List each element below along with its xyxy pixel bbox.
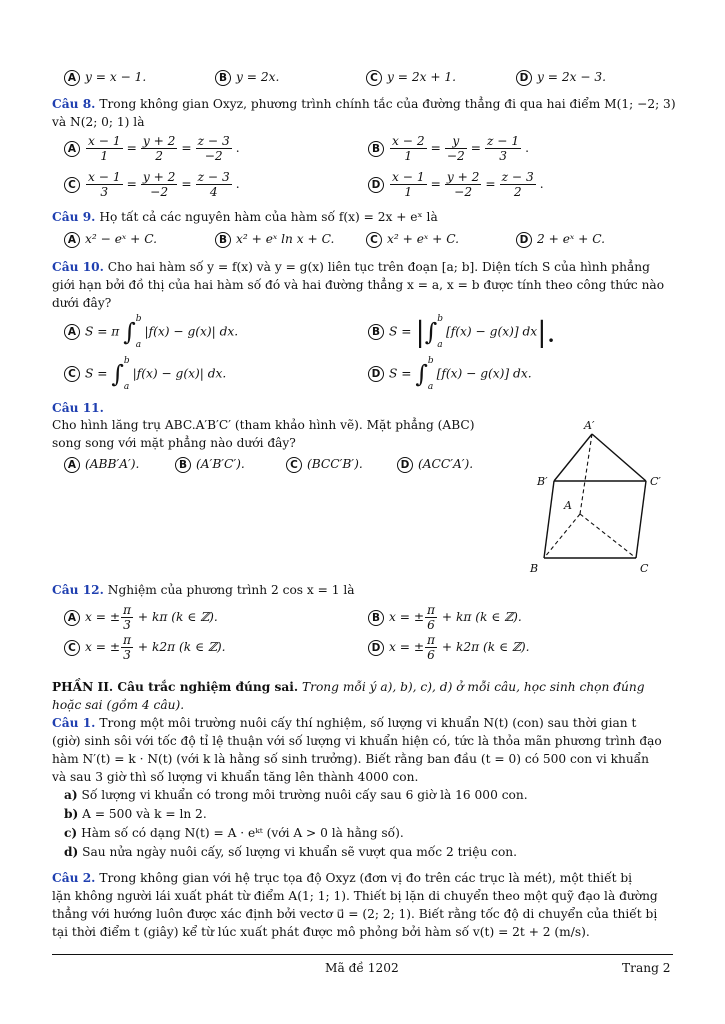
question-number: Câu 12. <box>52 583 104 597</box>
q8-option-c[interactable] <box>64 170 243 199</box>
option-text: x² + eˣ ln x + C. <box>236 232 335 246</box>
q10-stem-line3: dưới đây? <box>52 296 112 310</box>
denominator: 3 <box>123 648 131 662</box>
fraction <box>196 170 232 199</box>
q12-stem <box>52 582 355 599</box>
integral-sign: ∫ <box>123 317 136 346</box>
denominator: 3 <box>123 618 131 632</box>
fraction <box>141 134 178 163</box>
equals-sign: = <box>430 177 441 191</box>
p2q1-item-a[interactable] <box>64 787 528 804</box>
option-text: (ACC′A′). <box>418 457 474 471</box>
abs-bar-right: |. <box>537 315 556 349</box>
q7-option-d[interactable] <box>516 69 606 86</box>
period: . <box>539 177 544 191</box>
denominator: −2 <box>454 185 473 199</box>
item-label: c) <box>64 826 78 840</box>
q10-option-c[interactable] <box>64 356 227 392</box>
option-letter: B <box>215 70 231 86</box>
formula-prefix: x = ± <box>389 640 425 654</box>
formula-suffix: + kπ (k ∈ ℤ). <box>134 610 218 624</box>
numerator: z − 3 <box>197 170 230 184</box>
question-text: Họ tất cả các nguyên hàm của hàm số f(x) = 2x + eˣ là <box>99 210 438 224</box>
question-text: Trong không gian Oxyz, phương trình chính tắc của đường thẳng đi qua hai điểm M(1; −2; 3) <box>99 97 676 111</box>
option-text: x² − eˣ + C. <box>85 232 157 246</box>
option-letter: A <box>64 232 80 248</box>
equals-sign: = <box>181 177 192 191</box>
fraction <box>445 134 467 163</box>
denominator: 2 <box>513 185 522 199</box>
option-letter: B <box>368 141 384 157</box>
p2q2-line3: thẳng với hướng luôn được xác định bởi vectơ u⃗ = (2; 2; 1). Biết rằng tốc độ di chuyển của thiết bị <box>52 907 658 921</box>
option-letter: A <box>64 457 80 473</box>
upper-limit: b <box>427 356 434 366</box>
p2q1-line3: hàm N′(t) = k · N(t) (với k là hằng số sinh trưởng). Biết rằng ban đầu (t = 0) có 500 con vi khuẩn <box>52 752 649 766</box>
fraction <box>86 134 123 163</box>
numerator: z − 1 <box>487 134 520 148</box>
integrand: [f(x) − g(x)] dx. <box>436 366 532 381</box>
part2-heading-line <box>52 679 645 696</box>
q12-option-c[interactable] <box>64 633 225 662</box>
equals-sign: = <box>430 141 441 155</box>
formula-prefix: x = ± <box>389 610 425 624</box>
option-letter: C <box>64 640 80 656</box>
q7-option-b[interactable] <box>215 69 279 86</box>
integrand: |f(x) − g(x)| dx. <box>144 324 239 339</box>
denominator: 4 <box>209 185 218 199</box>
denominator: −2 <box>204 149 223 163</box>
p2q1-line1 <box>52 715 636 732</box>
denominator: 2 <box>155 149 163 163</box>
fraction <box>121 603 133 632</box>
equals-sign: = <box>470 141 481 155</box>
numerator: z − 3 <box>197 134 230 148</box>
denominator: 6 <box>427 648 435 662</box>
q11-option-c[interactable] <box>286 456 363 473</box>
fraction <box>485 134 521 163</box>
label-b1: B′ <box>537 475 548 488</box>
p2q2-line1 <box>52 870 632 887</box>
option-letter: B <box>368 610 384 626</box>
fraction <box>141 170 178 199</box>
item-text: Sau nửa ngày nuôi cấy, số lượng vi khuẩn sẽ vượt qua mốc 2 triệu con. <box>82 845 518 859</box>
period: . <box>235 177 240 191</box>
option-text: x² + eˣ + C. <box>387 232 459 246</box>
item-text: Số lượng vi khuẩn có trong môi trường nuôi cấy sau 6 giờ là 16 000 con. <box>81 788 528 802</box>
option-letter: D <box>368 177 384 193</box>
denominator: 1 <box>404 185 413 199</box>
equals-sign: = <box>181 141 192 155</box>
denominator: 3 <box>499 149 507 163</box>
question-number: Câu 2. <box>52 871 96 885</box>
option-letter: D <box>397 457 413 473</box>
numerator: z − 3 <box>501 170 534 184</box>
question-number: Câu 9. <box>52 210 96 224</box>
q11-stem-line1: Cho hình lăng trụ ABC.A′B′C′ (tham khảo hình vẽ). Mặt phẳng (ABC) <box>52 418 475 432</box>
question-number: Câu 1. <box>52 716 96 730</box>
formula-suffix: + kπ (k ∈ ℤ). <box>438 610 522 624</box>
denominator: 6 <box>427 618 435 632</box>
fraction <box>86 170 123 199</box>
option-text: y = 2x − 3. <box>537 70 607 84</box>
q12-option-b[interactable] <box>368 603 522 632</box>
q11-stem-line2: song song với mặt phẳng nào dưới đây? <box>52 436 296 450</box>
integrand: |f(x) − g(x)| dx. <box>132 366 227 381</box>
numerator: y + 2 <box>142 170 176 184</box>
fraction <box>390 134 427 163</box>
period: . <box>525 141 530 155</box>
formula-prefix: S = π <box>85 324 124 339</box>
q12-option-a[interactable] <box>64 603 218 632</box>
option-letter: B <box>368 324 384 340</box>
p2q1-line4: và sau 3 giờ thì số lượng vi khuẩn tăng lên thành 4000 con. <box>52 770 419 784</box>
fraction <box>425 603 437 632</box>
numerator: y <box>445 134 467 149</box>
numerator: π <box>123 603 132 617</box>
period: . <box>235 141 240 155</box>
question-number: Câu 11. <box>52 401 104 415</box>
numerator: x − 1 <box>88 170 121 184</box>
label-c1: C′ <box>650 475 661 488</box>
numerator: y + 2 <box>142 134 176 148</box>
q10-option-d[interactable] <box>368 356 532 392</box>
lower-limit: a <box>437 340 443 350</box>
option-letter: D <box>368 640 384 656</box>
edge-b1-a1 <box>554 434 592 481</box>
integral-limits <box>135 314 142 350</box>
numerator: x − 2 <box>392 134 425 148</box>
question-text: Trong không gian với hệ trục tọa độ Oxyz (đơn vị đo trên các trục là mét), một thiết bị <box>99 871 633 885</box>
exam-code: Mã đề 1202 <box>325 961 399 975</box>
integral-sign: ∫ <box>415 359 428 388</box>
option-letter: C <box>286 457 302 473</box>
prism-figure <box>520 412 680 582</box>
option-text: y = x − 1. <box>85 70 147 84</box>
q9-stem <box>52 209 438 226</box>
item-label: a) <box>64 788 78 802</box>
equals-sign: = <box>126 177 137 191</box>
fraction <box>121 633 133 662</box>
option-text: (BCC′B′). <box>307 457 363 471</box>
formula-prefix: S = <box>389 324 416 339</box>
denominator: 1 <box>404 149 413 163</box>
q8-option-a[interactable] <box>64 134 243 163</box>
question-number: Câu 8. <box>52 97 96 111</box>
p2q1-line2: (giờ) sinh sôi với tốc độ tỉ lệ thuận với số lượng vi khuẩn hiện có, tức là thỏa mãn phương trình đạo <box>52 734 662 748</box>
q11-option-a[interactable] <box>64 456 139 473</box>
numerator: π <box>123 633 132 647</box>
label-b: B <box>530 562 539 575</box>
integrand: [f(x) − g(x)] dx <box>446 324 538 339</box>
item-label: b) <box>64 807 79 821</box>
q9-option-a[interactable] <box>64 231 157 248</box>
q10-option-b[interactable] <box>368 314 556 350</box>
option-text: (A′B′C′). <box>196 457 245 471</box>
upper-limit: b <box>135 314 142 324</box>
option-letter: C <box>366 70 382 86</box>
lower-limit: a <box>135 340 142 350</box>
option-letter: C <box>64 177 80 193</box>
numerator: x − 1 <box>392 170 425 184</box>
q9-option-b[interactable] <box>215 231 334 248</box>
option-text: (ABB′A′). <box>85 457 140 471</box>
upper-limit: b <box>437 314 444 324</box>
q7-option-c[interactable] <box>366 69 456 86</box>
q8-stem-line1 <box>52 96 676 113</box>
footer-divider <box>52 954 673 955</box>
formula-prefix: S = <box>85 366 112 381</box>
equals-sign: = <box>126 141 137 155</box>
q9-option-c[interactable] <box>366 231 459 248</box>
option-letter: D <box>516 70 532 86</box>
numerator: π <box>427 603 436 617</box>
denominator: 3 <box>100 185 109 199</box>
q7-option-a[interactable] <box>64 69 146 86</box>
option-letter: D <box>368 366 384 382</box>
upper-limit: b <box>123 356 130 366</box>
item-text: Hàm số có dạng N(t) = A · eᵏᵗ (với A > 0 là hằng số). <box>81 826 404 840</box>
integral-sign: ∫ <box>424 317 438 346</box>
label-c: C <box>640 562 649 575</box>
part2-instruction: Trong mỗi ý a), b), c), d) ở mỗi câu, học sinh chọn đúng <box>302 680 645 694</box>
edge-b1-b <box>544 481 554 558</box>
formula-suffix: + k2π (k ∈ ℤ). <box>438 640 530 654</box>
equals-sign: = <box>485 177 496 191</box>
formula-prefix: S = <box>389 366 416 381</box>
p2q1-item-d[interactable] <box>64 844 517 861</box>
edge-c1-c <box>636 481 646 558</box>
p2q2-line2: lặn không người lái xuất phát từ điểm A(1; 1; 1). Thiết bị lặn di chuyển theo một quỹ đạo là đường <box>52 889 658 903</box>
question-text: Trong một môi trường nuôi cấy thí nghiệm, số lượng vi khuẩn N(t) (con) sau thời gian t <box>99 716 637 730</box>
label-a: A <box>564 499 572 512</box>
lower-limit: a <box>123 382 130 392</box>
lower-limit: a <box>427 382 434 392</box>
fraction <box>425 633 437 662</box>
q10-stem-line1 <box>52 259 650 276</box>
option-letter: C <box>64 366 80 382</box>
option-letter: B <box>175 457 191 473</box>
formula-prefix: x = ± <box>85 640 121 654</box>
formula-prefix: x = ± <box>85 610 121 624</box>
part2-heading: PHẦN II. Câu trắc nghiệm đúng sai. <box>52 680 299 694</box>
q11-title <box>52 400 104 417</box>
item-label: d) <box>64 845 79 859</box>
abs-bar-left: | <box>415 315 425 349</box>
option-letter: B <box>215 232 231 248</box>
q8-option-d[interactable] <box>368 170 547 199</box>
option-text: y = 2x + 1. <box>387 70 457 84</box>
fraction <box>500 170 536 199</box>
integral-limits <box>427 356 434 392</box>
option-letter: D <box>516 232 532 248</box>
option-text: y = 2x. <box>236 70 280 84</box>
edge-a-c <box>580 514 636 558</box>
item-text: A = 500 và k = ln 2. <box>82 807 207 821</box>
fraction <box>445 170 482 199</box>
option-text: 2 + eˣ + C. <box>537 232 605 246</box>
part2-instruction-line2: hoặc sai (gồm 4 câu). <box>52 698 185 712</box>
formula-suffix: + k2π (k ∈ ℤ). <box>134 640 226 654</box>
option-letter: C <box>366 232 382 248</box>
denominator: −2 <box>150 185 169 199</box>
integral-limits <box>437 314 444 350</box>
page-number: Trang 2 <box>622 961 671 975</box>
numerator: x − 1 <box>88 134 121 148</box>
question-number: Câu 10. <box>52 260 104 274</box>
integral-limits <box>123 356 130 392</box>
option-letter: A <box>64 610 80 626</box>
question-text: Cho hai hàm số y = f(x) và y = g(x) liên tục trên đoạn [a; b]. Diện tích S của hình phẳng <box>107 260 650 274</box>
q11-option-d[interactable] <box>397 456 473 473</box>
denominator: −2 <box>446 149 465 163</box>
label-a1: A′ <box>584 419 595 432</box>
fraction <box>390 170 427 199</box>
q10-option-a[interactable] <box>64 314 239 350</box>
denominator: 1 <box>100 149 109 163</box>
q9-option-d[interactable] <box>516 231 605 248</box>
p2q1-item-b[interactable] <box>64 806 207 823</box>
question-text: Nghiệm của phương trình 2 cos x = 1 là <box>107 583 355 597</box>
option-letter: A <box>64 141 80 157</box>
numerator: π <box>427 633 436 647</box>
q10-stem-line2: giới hạn bởi đồ thị của hai hàm số đó và hai đường thẳng x = a, x = b được tính theo công thức nào <box>52 278 665 292</box>
p2q2-line4: tại thời điểm t (giây) kể từ lúc xuất phát được mô phỏng bởi hàm số v(t) = 2t + 2 (m/s). <box>52 925 590 939</box>
option-letter: A <box>64 70 80 86</box>
q11-option-b[interactable] <box>175 456 245 473</box>
q8-stem-line2: và N(2; 0; 1) là <box>52 115 145 129</box>
option-letter: A <box>64 324 80 340</box>
q12-option-d[interactable] <box>368 633 529 662</box>
fraction <box>196 134 232 163</box>
q8-option-b[interactable] <box>368 134 532 163</box>
p2q1-item-c[interactable] <box>64 825 404 842</box>
edge-a1-c1 <box>592 434 646 481</box>
numerator: y + 2 <box>446 170 480 184</box>
integral-sign: ∫ <box>111 359 124 388</box>
